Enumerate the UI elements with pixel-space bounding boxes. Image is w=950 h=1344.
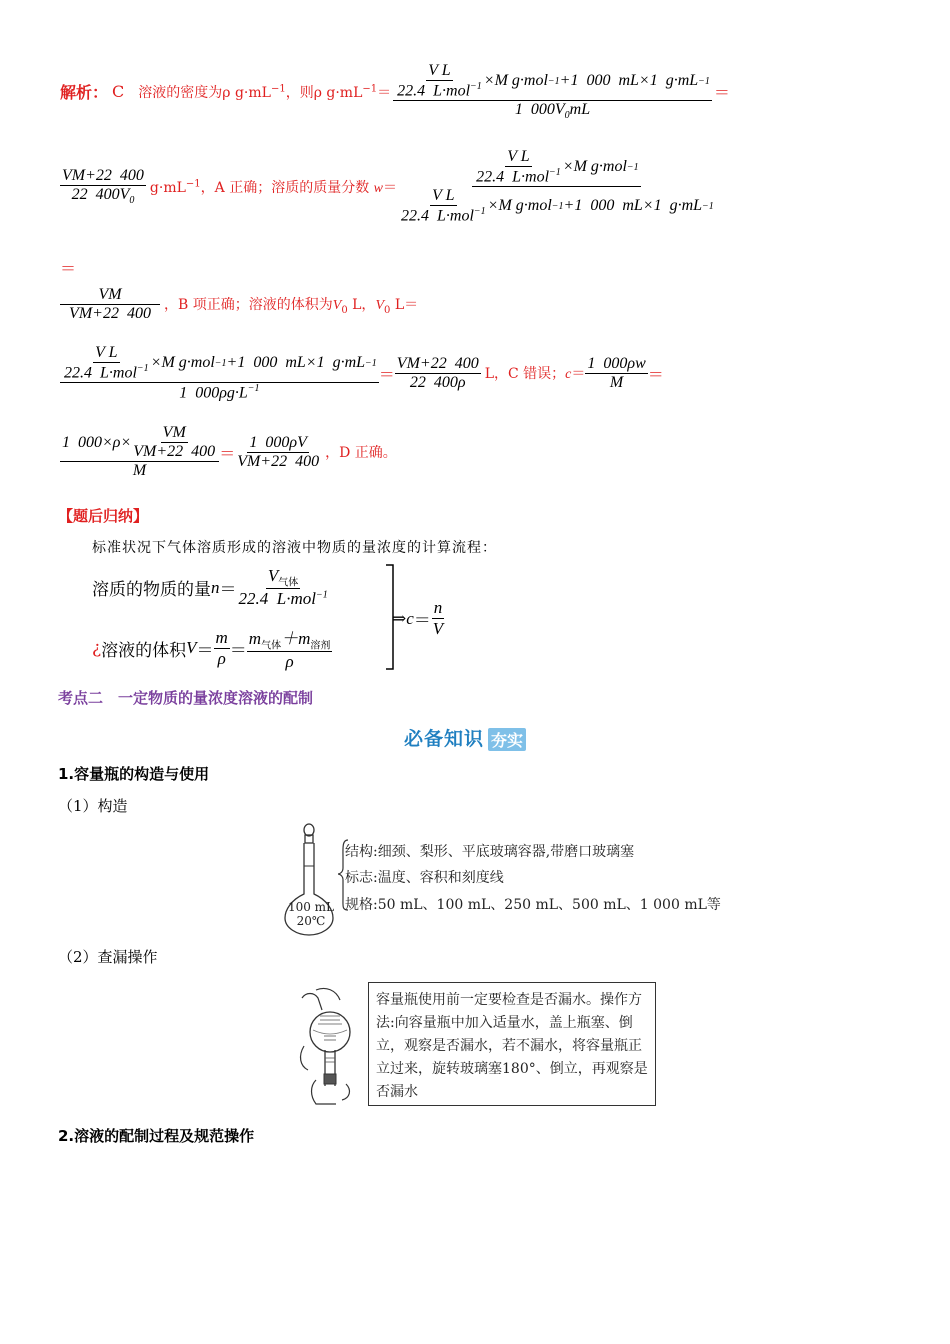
summary-line-1: 溶质的物质的量 n ＝ $\frac{V_{气体}}{22.4 L\cdot mol^{-1}}$	[92, 566, 328, 609]
equals-sign: ＝	[60, 259, 77, 278]
text-c-wrong: L，C 错误；c＝	[484, 366, 586, 383]
item1-title: 1.容量瓶的构造与使用	[58, 765, 210, 783]
formula-density-result: $\frac{VM+22 400}{22 400V_0}$	[62, 167, 144, 207]
item1-sub2: （2）查漏操作	[58, 948, 158, 966]
flask-label: 100 mL 20℃	[287, 900, 335, 928]
analysis-line-1: 解析： C 溶液的密度为ρ $g\cdot mL^{-1}$，则ρ $g\cdot mL^{-1}=$ $\frac{\text{V L}}{22.4 L\cdot mol^{-1}}$ ×M g·mol −1 +1 000 mL×1 g·mL −1 1 $000V_0mL$ ＝	[60, 62, 730, 122]
formula-mass-fraction: $\frac{\text{V L}}{22.4 L\cdot mol^{-1}}$ ×M g·mol −1 $\frac{\text{V L}}{22.4 L\cdot mol^{-1}}$ ×M g·mol −1 +1 000 mL×1 g·mL −1	[401, 148, 714, 225]
analysis-intro: 溶液的密度为ρ $g\cdot mL^{-1}$，则ρ $g\cdot mL^{-1}=$	[138, 83, 392, 101]
item2-title: 2.溶液的配制过程及规范操作	[58, 1127, 255, 1145]
formula-w-result: $\frac{VM}{VM+22 400}$	[60, 286, 160, 323]
formula-density-fraction: $\frac{\text{V L}}{22.4 L\cdot mol^{-1}}$ ×M g·mol −1 +1 000 mL×1 g·mL −1 1 $000V_0mL$	[393, 62, 712, 122]
summary-result: ⇒ c ＝ $\frac{n}{V}$	[392, 598, 444, 638]
flask-mark: 标志:温度、容积和刻度线	[345, 870, 504, 886]
text-d-correct: ，D 正确。	[325, 445, 397, 461]
formula-c-result: $\frac{1 000\rho V}{VM+22 400}$	[237, 433, 320, 470]
analysis-label: 解析：	[60, 83, 109, 103]
text-b-correct: ，B 项正确；溶液的体积为$V_0$ L，$V_0$ L＝	[164, 296, 419, 316]
summary-line-2: ¿ 溶液的体积 V ＝ $\frac{m}{\rho}$ ＝ $\frac{m_{气体}+m_{溶剂}}{\rho}$	[92, 624, 332, 672]
flask-structure: 结构:细颈、梨形、平底玻璃容器,带磨口玻璃塞	[345, 844, 635, 860]
item1-sub1: （1）构造	[58, 797, 128, 815]
flask-spec: 规格:50 mL、100 mL、250 mL、500 mL、1 000 mL等	[345, 897, 721, 913]
leak-check-hands-icon	[296, 986, 362, 1108]
section-title: 考点二 一定物质的量浓度溶液的配制	[58, 689, 314, 707]
section-banner: 必备知识 夯实	[404, 724, 526, 751]
summary-header: 【题后归纳】	[58, 507, 149, 525]
summary-intro: 标准状况下气体溶质形成的溶液中物质的量浓度的计算流程：	[92, 540, 497, 556]
formula-c-expanded: 1 000×ρ× $\frac{VM}{VM+22 400}$ M	[60, 424, 219, 480]
leak-check-textbox: 容量瓶使用前一定要检查是否漏水。操作方法:向容量瓶中加入适量水，盖上瓶塞、倒立，观察是否漏水，若不漏水，将容量瓶正立过来，旋转玻璃塞180°、倒立，再观察是否漏水	[368, 982, 656, 1106]
analysis-line-3	[60, 286, 418, 323]
analysis-line-5: 1 000×ρ× $\frac{VM}{VM+22 400}$ M ＝ $\frac{1 000\rho V}{VM+22 400}$ ，D 正确。	[62, 424, 397, 479]
analysis-line-2	[60, 148, 716, 226]
formula-volume-result: $\frac{VM+22 400}{22 400\rho}$	[396, 354, 479, 391]
text-a-correct: $g\cdot mL^{-1}$，A 正确；溶质的质量分数 w＝	[149, 178, 397, 196]
analysis-answer: C	[112, 82, 125, 102]
formula-volume: $\frac{\text{V L}}{22.4 L\cdot mol^{-1}}$ ×M g·mol −1 +1 000 mL×1 g·mL −1 1 $000\rho g\cdot L^{-1}$	[60, 344, 379, 403]
formula-c: $\frac{1 000\rho w}{M}$	[587, 354, 646, 391]
analysis-line-4: $\frac{\text{V L}}{22.4 L\cdot mol^{-1}}$ ×M g·mol −1 +1 000 mL×1 g·mL −1 1 $000\rho g\cdot L^{-1}$ ＝ $\frac{VM+22 400}{22 400\rho}$ L，C 错误；c＝ $\frac{1 000\rho w}{M}$ ＝	[60, 344, 664, 403]
